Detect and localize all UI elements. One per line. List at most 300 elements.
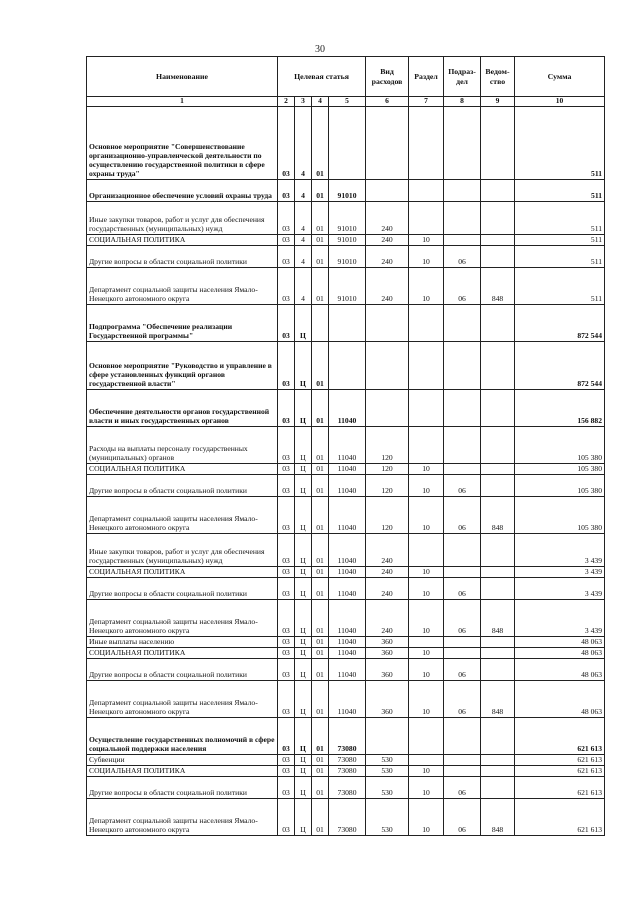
row-sum: 3 439 bbox=[515, 600, 605, 637]
row-code-program: 03 bbox=[278, 202, 295, 235]
row-section: 10 bbox=[409, 497, 444, 534]
row-code-subprogram: Ц bbox=[295, 305, 312, 342]
row-code-event: 01 bbox=[312, 578, 329, 600]
row-code-program: 03 bbox=[278, 600, 295, 637]
row-expense-type: 530 bbox=[366, 777, 409, 799]
row-code-direction: 11040 bbox=[329, 659, 366, 681]
row-expense-type: 360 bbox=[366, 659, 409, 681]
row-subsection: 06 bbox=[444, 475, 481, 497]
row-code-subprogram: Ц bbox=[295, 497, 312, 534]
row-name: Расходы на выплаты персоналу государственных (муниципальных) органов bbox=[87, 427, 278, 464]
column-number: 1 bbox=[87, 97, 278, 107]
row-expense-type: 360 bbox=[366, 637, 409, 648]
column-number: 8 bbox=[444, 97, 481, 107]
row-code-program: 03 bbox=[278, 799, 295, 836]
row-code-program: 03 bbox=[278, 766, 295, 777]
row-section: 10 bbox=[409, 235, 444, 246]
row-code-direction: 11040 bbox=[329, 681, 366, 718]
header-subsection: Подраз-дел bbox=[444, 57, 481, 97]
row-name: Иные закупки товаров, работ и услуг для обеспечения государственных (муниципальных) нужд bbox=[87, 534, 278, 567]
row-name: Основное мероприятие "Совершенствование организационно-управленческой деятельности по осуществлению государственной политики в сфере охраны труда" bbox=[87, 107, 278, 180]
table-row bbox=[87, 268, 605, 305]
row-code-subprogram: 4 bbox=[295, 202, 312, 235]
row-code-direction: 11040 bbox=[329, 464, 366, 475]
row-expense-type: 240 bbox=[366, 268, 409, 305]
row-sum: 48 063 bbox=[515, 659, 605, 681]
row-section: 10 bbox=[409, 464, 444, 475]
table-row bbox=[87, 600, 605, 637]
row-sum: 511 bbox=[515, 180, 605, 202]
row-department bbox=[481, 637, 515, 648]
row-code-program: 03 bbox=[278, 464, 295, 475]
row-department: 848 bbox=[481, 799, 515, 836]
row-code-subprogram: 4 bbox=[295, 235, 312, 246]
row-department bbox=[481, 534, 515, 567]
row-name: СОЦИАЛЬНАЯ ПОЛИТИКА bbox=[87, 567, 278, 578]
row-expense-type bbox=[366, 342, 409, 390]
row-name: Департамент социальной защиты населения Ямало-Ненецкого автономного округа bbox=[87, 268, 278, 305]
row-subsection: 06 bbox=[444, 681, 481, 718]
row-subsection bbox=[444, 390, 481, 427]
row-subsection bbox=[444, 637, 481, 648]
header-row bbox=[87, 57, 605, 97]
header-name: Наименование bbox=[87, 57, 278, 97]
row-subsection bbox=[444, 534, 481, 567]
table-row bbox=[87, 107, 605, 180]
row-subsection: 06 bbox=[444, 659, 481, 681]
row-code-direction: 11040 bbox=[329, 567, 366, 578]
row-code-subprogram: Ц bbox=[295, 659, 312, 681]
row-code-program: 03 bbox=[278, 180, 295, 202]
row-subsection: 06 bbox=[444, 246, 481, 268]
row-code-event: 01 bbox=[312, 648, 329, 659]
row-section: 10 bbox=[409, 246, 444, 268]
row-subsection bbox=[444, 766, 481, 777]
table-row bbox=[87, 475, 605, 497]
row-code-subprogram: Ц bbox=[295, 427, 312, 464]
row-expense-type bbox=[366, 718, 409, 755]
table-row bbox=[87, 305, 605, 342]
column-number: 6 bbox=[366, 97, 409, 107]
row-code-subprogram: Ц bbox=[295, 755, 312, 766]
row-code-direction: 91010 bbox=[329, 235, 366, 246]
row-code-event: 01 bbox=[312, 659, 329, 681]
row-name: Департамент социальной защиты населения Ямало-Ненецкого автономного округа bbox=[87, 681, 278, 718]
table-row bbox=[87, 799, 605, 836]
row-code-subprogram: Ц bbox=[295, 648, 312, 659]
row-expense-type: 240 bbox=[366, 246, 409, 268]
row-expense-type: 240 bbox=[366, 578, 409, 600]
row-sum: 48 063 bbox=[515, 648, 605, 659]
column-number: 4 bbox=[312, 97, 329, 107]
row-sum: 872 544 bbox=[515, 342, 605, 390]
column-number: 10 bbox=[515, 97, 605, 107]
row-subsection bbox=[444, 180, 481, 202]
row-code-program: 03 bbox=[278, 342, 295, 390]
row-code-subprogram: Ц bbox=[295, 342, 312, 390]
row-expense-type: 530 bbox=[366, 766, 409, 777]
row-sum: 156 882 bbox=[515, 390, 605, 427]
row-code-program: 03 bbox=[278, 755, 295, 766]
row-code-direction: 11040 bbox=[329, 475, 366, 497]
row-section: 10 bbox=[409, 681, 444, 718]
budget-table bbox=[86, 56, 605, 836]
row-expense-type: 240 bbox=[366, 534, 409, 567]
row-sum: 621 613 bbox=[515, 799, 605, 836]
table-row bbox=[87, 681, 605, 718]
row-name: Организационное обеспечение условий охраны труда bbox=[87, 180, 278, 202]
row-name: Другие вопросы в области социальной политики bbox=[87, 246, 278, 268]
row-subsection bbox=[444, 718, 481, 755]
column-number: 9 bbox=[481, 97, 515, 107]
row-section bbox=[409, 718, 444, 755]
row-code-subprogram: Ц bbox=[295, 718, 312, 755]
row-code-direction: 91010 bbox=[329, 268, 366, 305]
row-subsection: 06 bbox=[444, 497, 481, 534]
page-number: 30 bbox=[315, 44, 325, 55]
row-code-program: 03 bbox=[278, 475, 295, 497]
table-row bbox=[87, 497, 605, 534]
row-code-direction: 73080 bbox=[329, 766, 366, 777]
row-code-event: 01 bbox=[312, 390, 329, 427]
row-code-program: 03 bbox=[278, 305, 295, 342]
row-subsection bbox=[444, 342, 481, 390]
row-code-event: 01 bbox=[312, 427, 329, 464]
row-code-event: 01 bbox=[312, 799, 329, 836]
row-section bbox=[409, 755, 444, 766]
row-expense-type: 240 bbox=[366, 202, 409, 235]
row-department bbox=[481, 107, 515, 180]
row-section: 10 bbox=[409, 766, 444, 777]
row-code-program: 03 bbox=[278, 659, 295, 681]
row-code-program: 03 bbox=[278, 567, 295, 578]
row-code-direction: 73080 bbox=[329, 777, 366, 799]
row-sum: 3 439 bbox=[515, 578, 605, 600]
row-code-subprogram: Ц bbox=[295, 534, 312, 567]
row-code-program: 03 bbox=[278, 718, 295, 755]
row-name: Департамент социальной защиты населения Ямало-Ненецкого автономного округа bbox=[87, 600, 278, 637]
row-code-direction bbox=[329, 342, 366, 390]
row-section bbox=[409, 305, 444, 342]
row-code-event: 01 bbox=[312, 107, 329, 180]
column-number-row bbox=[87, 97, 605, 107]
row-name: Департамент социальной защиты населения Ямало-Ненецкого автономного округа bbox=[87, 799, 278, 836]
row-code-event: 01 bbox=[312, 755, 329, 766]
row-name: Департамент социальной защиты населения Ямало-Ненецкого автономного округа bbox=[87, 497, 278, 534]
row-code-event: 01 bbox=[312, 766, 329, 777]
row-name: Основное мероприятие "Руководство и управление в сфере установленных функций органов государственной власти" bbox=[87, 342, 278, 390]
row-section: 10 bbox=[409, 578, 444, 600]
row-sum: 621 613 bbox=[515, 777, 605, 799]
row-code-event bbox=[312, 305, 329, 342]
row-department bbox=[481, 235, 515, 246]
row-subsection: 06 bbox=[444, 268, 481, 305]
row-subsection bbox=[444, 305, 481, 342]
row-code-program: 03 bbox=[278, 427, 295, 464]
row-sum: 48 063 bbox=[515, 637, 605, 648]
row-name: СОЦИАЛЬНАЯ ПОЛИТИКА bbox=[87, 235, 278, 246]
row-section: 10 bbox=[409, 777, 444, 799]
row-department bbox=[481, 464, 515, 475]
row-code-event: 01 bbox=[312, 600, 329, 637]
row-code-event: 01 bbox=[312, 268, 329, 305]
table-row bbox=[87, 578, 605, 600]
row-expense-type: 240 bbox=[366, 235, 409, 246]
row-code-program: 03 bbox=[278, 578, 295, 600]
row-code-direction: 11040 bbox=[329, 600, 366, 637]
table-body bbox=[87, 107, 605, 836]
row-code-program: 03 bbox=[278, 681, 295, 718]
row-subsection bbox=[444, 567, 481, 578]
table-row bbox=[87, 777, 605, 799]
row-code-event: 01 bbox=[312, 534, 329, 567]
row-subsection: 06 bbox=[444, 600, 481, 637]
row-sum: 511 bbox=[515, 107, 605, 180]
row-expense-type: 120 bbox=[366, 475, 409, 497]
row-code-event: 01 bbox=[312, 342, 329, 390]
row-code-subprogram: Ц bbox=[295, 390, 312, 427]
row-sum: 105 380 bbox=[515, 464, 605, 475]
row-department bbox=[481, 567, 515, 578]
row-code-program: 03 bbox=[278, 107, 295, 180]
row-expense-type: 240 bbox=[366, 600, 409, 637]
row-code-direction: 73080 bbox=[329, 718, 366, 755]
row-name: Обеспечение деятельности органов государственной власти и иных государственных органов bbox=[87, 390, 278, 427]
row-subsection bbox=[444, 464, 481, 475]
row-code-program: 03 bbox=[278, 268, 295, 305]
row-expense-type bbox=[366, 180, 409, 202]
row-code-subprogram: Ц bbox=[295, 567, 312, 578]
row-expense-type: 240 bbox=[366, 567, 409, 578]
row-expense-type: 120 bbox=[366, 427, 409, 464]
row-code-program: 03 bbox=[278, 534, 295, 567]
row-code-program: 03 bbox=[278, 235, 295, 246]
row-code-direction: 11040 bbox=[329, 427, 366, 464]
row-section: 10 bbox=[409, 799, 444, 836]
row-code-subprogram: Ц bbox=[295, 681, 312, 718]
row-subsection bbox=[444, 648, 481, 659]
table-row bbox=[87, 755, 605, 766]
row-code-subprogram: 4 bbox=[295, 107, 312, 180]
row-code-direction bbox=[329, 305, 366, 342]
row-code-subprogram: Ц bbox=[295, 578, 312, 600]
row-code-direction: 73080 bbox=[329, 755, 366, 766]
row-department bbox=[481, 475, 515, 497]
row-code-event: 01 bbox=[312, 464, 329, 475]
row-name: СОЦИАЛЬНАЯ ПОЛИТИКА bbox=[87, 464, 278, 475]
row-code-direction: 11040 bbox=[329, 578, 366, 600]
row-section bbox=[409, 342, 444, 390]
row-sum: 105 380 bbox=[515, 497, 605, 534]
row-section: 10 bbox=[409, 600, 444, 637]
row-sum: 511 bbox=[515, 268, 605, 305]
row-section bbox=[409, 202, 444, 235]
row-expense-type: 120 bbox=[366, 464, 409, 475]
row-section bbox=[409, 427, 444, 464]
table-row bbox=[87, 246, 605, 268]
row-department bbox=[481, 718, 515, 755]
row-expense-type bbox=[366, 390, 409, 427]
row-subsection bbox=[444, 755, 481, 766]
row-expense-type bbox=[366, 107, 409, 180]
row-section bbox=[409, 534, 444, 567]
table-row bbox=[87, 567, 605, 578]
row-department bbox=[481, 766, 515, 777]
row-department bbox=[481, 427, 515, 464]
row-sum: 621 613 bbox=[515, 766, 605, 777]
row-code-subprogram: Ц bbox=[295, 777, 312, 799]
table-row bbox=[87, 648, 605, 659]
table-row bbox=[87, 342, 605, 390]
row-code-direction bbox=[329, 107, 366, 180]
row-section: 10 bbox=[409, 475, 444, 497]
row-expense-type: 530 bbox=[366, 755, 409, 766]
row-section bbox=[409, 107, 444, 180]
row-code-event: 01 bbox=[312, 180, 329, 202]
row-code-event: 01 bbox=[312, 497, 329, 534]
table-row bbox=[87, 427, 605, 464]
row-department: 848 bbox=[481, 681, 515, 718]
row-code-program: 03 bbox=[278, 497, 295, 534]
row-code-program: 03 bbox=[278, 390, 295, 427]
row-code-program: 03 bbox=[278, 648, 295, 659]
header-target-article: Целевая статья bbox=[278, 57, 366, 97]
row-code-event: 01 bbox=[312, 246, 329, 268]
row-code-event: 01 bbox=[312, 777, 329, 799]
row-sum: 511 bbox=[515, 246, 605, 268]
row-expense-type: 360 bbox=[366, 648, 409, 659]
row-department bbox=[481, 578, 515, 600]
table-row bbox=[87, 534, 605, 567]
row-code-direction: 11040 bbox=[329, 534, 366, 567]
row-subsection: 06 bbox=[444, 799, 481, 836]
table-row bbox=[87, 637, 605, 648]
row-expense-type: 120 bbox=[366, 497, 409, 534]
row-department bbox=[481, 659, 515, 681]
row-code-event: 01 bbox=[312, 475, 329, 497]
row-name: Подпрограмма "Обеспечение реализации Государственной программы" bbox=[87, 305, 278, 342]
row-section bbox=[409, 637, 444, 648]
header-department: Ведом-ство bbox=[481, 57, 515, 97]
row-expense-type: 530 bbox=[366, 799, 409, 836]
row-sum: 48 063 bbox=[515, 681, 605, 718]
header-expense-type: Вид расходов bbox=[366, 57, 409, 97]
row-sum: 511 bbox=[515, 235, 605, 246]
row-department bbox=[481, 390, 515, 427]
row-code-subprogram: Ц bbox=[295, 464, 312, 475]
table-row bbox=[87, 390, 605, 427]
row-code-event: 01 bbox=[312, 718, 329, 755]
row-section bbox=[409, 390, 444, 427]
row-subsection bbox=[444, 202, 481, 235]
row-department bbox=[481, 342, 515, 390]
row-sum: 872 544 bbox=[515, 305, 605, 342]
row-code-direction: 11040 bbox=[329, 497, 366, 534]
row-code-subprogram: 4 bbox=[295, 246, 312, 268]
row-sum: 105 380 bbox=[515, 427, 605, 464]
row-subsection: 06 bbox=[444, 777, 481, 799]
table-row bbox=[87, 180, 605, 202]
table-row bbox=[87, 766, 605, 777]
table-row bbox=[87, 718, 605, 755]
row-subsection: 06 bbox=[444, 578, 481, 600]
row-code-program: 03 bbox=[278, 637, 295, 648]
row-sum: 105 380 bbox=[515, 475, 605, 497]
table-row bbox=[87, 464, 605, 475]
row-code-direction: 91010 bbox=[329, 202, 366, 235]
row-name: СОЦИАЛЬНАЯ ПОЛИТИКА bbox=[87, 648, 278, 659]
row-section: 10 bbox=[409, 268, 444, 305]
column-number: 5 bbox=[329, 97, 366, 107]
row-code-event: 01 bbox=[312, 637, 329, 648]
row-department bbox=[481, 305, 515, 342]
row-sum: 3 439 bbox=[515, 534, 605, 567]
row-subsection bbox=[444, 235, 481, 246]
row-department bbox=[481, 777, 515, 799]
column-number: 3 bbox=[295, 97, 312, 107]
row-subsection bbox=[444, 427, 481, 464]
row-code-subprogram: Ц bbox=[295, 475, 312, 497]
row-section bbox=[409, 180, 444, 202]
row-code-event: 01 bbox=[312, 235, 329, 246]
row-department: 848 bbox=[481, 268, 515, 305]
row-code-subprogram: Ц bbox=[295, 766, 312, 777]
row-code-subprogram: 4 bbox=[295, 268, 312, 305]
header-sum: Сумма bbox=[515, 57, 605, 97]
row-name: Субвенции bbox=[87, 755, 278, 766]
row-name: Другие вопросы в области социальной политики bbox=[87, 659, 278, 681]
row-code-direction: 91010 bbox=[329, 246, 366, 268]
row-name: СОЦИАЛЬНАЯ ПОЛИТИКА bbox=[87, 766, 278, 777]
row-section: 10 bbox=[409, 648, 444, 659]
row-section: 10 bbox=[409, 659, 444, 681]
row-name: Иные выплаты населению bbox=[87, 637, 278, 648]
row-code-direction: 91010 bbox=[329, 180, 366, 202]
row-department bbox=[481, 246, 515, 268]
row-sum: 621 613 bbox=[515, 718, 605, 755]
table-row bbox=[87, 235, 605, 246]
row-department bbox=[481, 202, 515, 235]
row-sum: 511 bbox=[515, 202, 605, 235]
row-subsection bbox=[444, 107, 481, 180]
row-code-subprogram: Ц bbox=[295, 799, 312, 836]
row-name: Другие вопросы в области социальной политики bbox=[87, 777, 278, 799]
row-code-direction: 11040 bbox=[329, 637, 366, 648]
row-department bbox=[481, 755, 515, 766]
row-name: Другие вопросы в области социальной политики bbox=[87, 578, 278, 600]
row-code-event: 01 bbox=[312, 567, 329, 578]
row-code-subprogram: Ц bbox=[295, 637, 312, 648]
row-expense-type bbox=[366, 305, 409, 342]
row-sum: 621 613 bbox=[515, 755, 605, 766]
column-number: 7 bbox=[409, 97, 444, 107]
row-code-event: 01 bbox=[312, 202, 329, 235]
column-number: 2 bbox=[278, 97, 295, 107]
row-department: 848 bbox=[481, 497, 515, 534]
row-code-direction: 11040 bbox=[329, 648, 366, 659]
table-row bbox=[87, 202, 605, 235]
table-row bbox=[87, 659, 605, 681]
row-code-direction: 11040 bbox=[329, 390, 366, 427]
row-section: 10 bbox=[409, 567, 444, 578]
row-code-direction: 73080 bbox=[329, 799, 366, 836]
row-name: Иные закупки товаров, работ и услуг для обеспечения государственных (муниципальных) нужд bbox=[87, 202, 278, 235]
row-sum: 3 439 bbox=[515, 567, 605, 578]
row-code-subprogram: Ц bbox=[295, 600, 312, 637]
header-section: Раздел bbox=[409, 57, 444, 97]
row-code-program: 03 bbox=[278, 777, 295, 799]
row-expense-type: 360 bbox=[366, 681, 409, 718]
